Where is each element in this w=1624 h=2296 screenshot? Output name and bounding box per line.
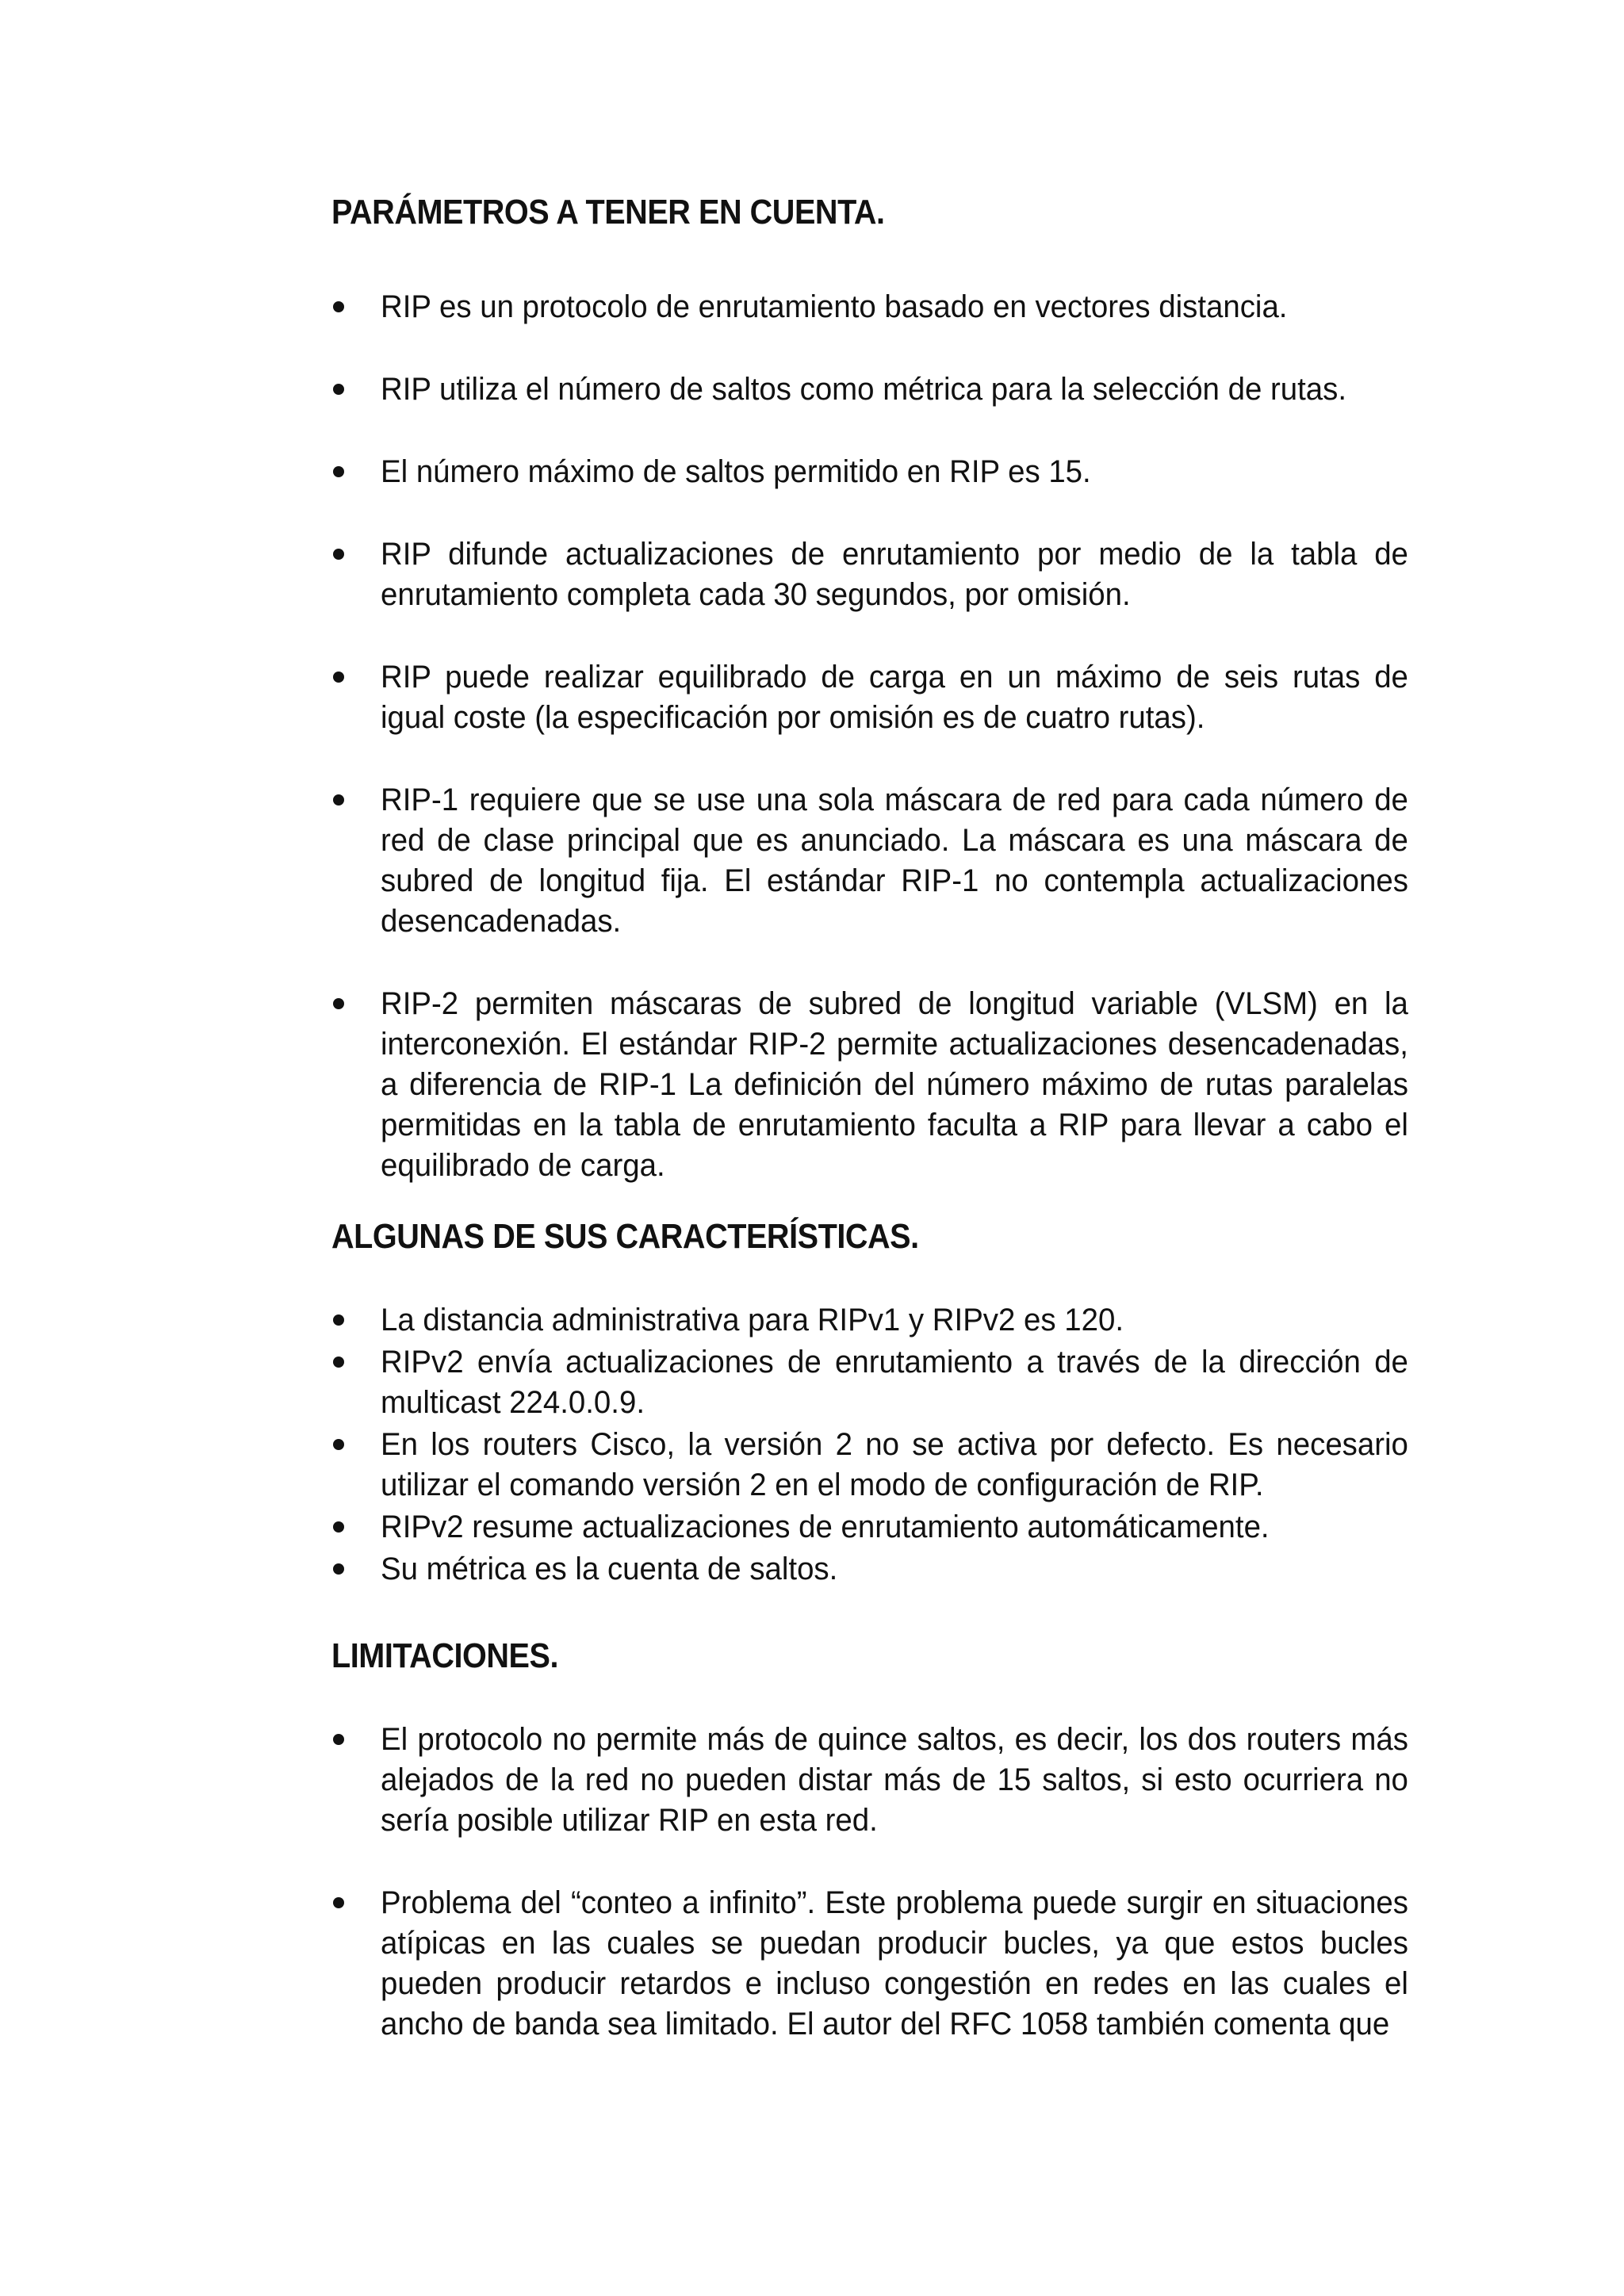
- bullet-icon: [333, 549, 344, 560]
- bullet-list-parametros: [331, 287, 1410, 1186]
- bullet-icon: [333, 1521, 344, 1533]
- bullet-icon: [333, 998, 344, 1009]
- section-title-parametros: PARÁMETROS A TENER EN CUENTA.: [331, 193, 885, 232]
- list-item: RIP utiliza el número de saltos como métrica para la selección de rutas.: [331, 369, 1410, 410]
- list-item: El protocolo no permite más de quince saltos, es decir, los dos routers más alejados de la red no pueden distar más de 15 saltos, si esto ocurriera no sería posible utilizar RIP en esta red.: [331, 1720, 1410, 1841]
- list-item: RIP-1 requiere que se use una sola máscara de red para cada número de red de clase principal que es anunciado. La máscara es una máscara de subred de longitud fija. El estándar RIP-1 no contempla actualizaciones desencadenadas.: [331, 780, 1410, 942]
- bullet-list-limitaciones: [331, 1720, 1410, 2045]
- list-item: RIPv2 resume actualizaciones de enrutamiento automáticamente.: [331, 1507, 1410, 1548]
- bullet-icon: [333, 1357, 344, 1368]
- bullet-icon: [333, 1439, 344, 1450]
- bullet-icon: [333, 466, 344, 477]
- list-item: El número máximo de saltos permitido en RIP es 15.: [331, 452, 1410, 492]
- list-item: Problema del “conteo a infinito”. Este problema puede surgir en situaciones atípicas en las cuales se puedan producir bucles, ya que estos bucles pueden producir retardos e incluso congestión en redes en las cuales el ancho de banda sea limitado. El autor del RFC 1058 también comenta que: [331, 1883, 1410, 2045]
- bullet-list-caracteristicas: [331, 1300, 1410, 1590]
- list-item: Su métrica es la cuenta de saltos.: [331, 1549, 1410, 1590]
- section-title-limitaciones: LIMITACIONES.: [331, 1636, 559, 1675]
- list-item: La distancia administrativa para RIPv1 y RIPv2 es 120.: [331, 1300, 1410, 1341]
- bullet-icon: [333, 794, 344, 806]
- bullet-icon: [333, 301, 344, 312]
- list-item: RIP puede realizar equilibrado de carga en un máximo de seis rutas de igual coste (la especificación por omisión es de cuatro rutas).: [331, 657, 1410, 738]
- bullet-icon: [333, 1734, 344, 1745]
- list-item: RIP-2 permiten máscaras de subred de longitud variable (VLSM) en la interconexión. El estándar RIP-2 permite actualizaciones desencadenadas, a diferencia de RIP-1 La definición del número máximo de rutas paralelas permitidas en la tabla de enrutamiento faculta a RIP para llevar a cabo el equilibrado de carga.: [331, 984, 1410, 1186]
- bullet-icon: [333, 1563, 344, 1575]
- bullet-icon: [333, 384, 344, 395]
- list-item: En los routers Cisco, la versión 2 no se activa por defecto. Es necesario utilizar el comando versión 2 en el modo de configuración de RIP.: [331, 1425, 1410, 1506]
- document-body: [331, 190, 1410, 2087]
- bullet-icon: [333, 672, 344, 683]
- list-item: RIP es un protocolo de enrutamiento basado en vectores distancia.: [331, 287, 1410, 327]
- section-title-caracteristicas: ALGUNAS DE SUS CARACTERÍSTICAS.: [331, 1217, 919, 1256]
- list-item: RIP difunde actualizaciones de enrutamiento por medio de la tabla de enrutamiento completa cada 30 segundos, por omisión.: [331, 534, 1410, 615]
- list-item: RIPv2 envía actualizaciones de enrutamiento a través de la dirección de multicast 224.0.0.9.: [331, 1342, 1410, 1423]
- bullet-icon: [333, 1897, 344, 1908]
- bullet-icon: [333, 1314, 344, 1326]
